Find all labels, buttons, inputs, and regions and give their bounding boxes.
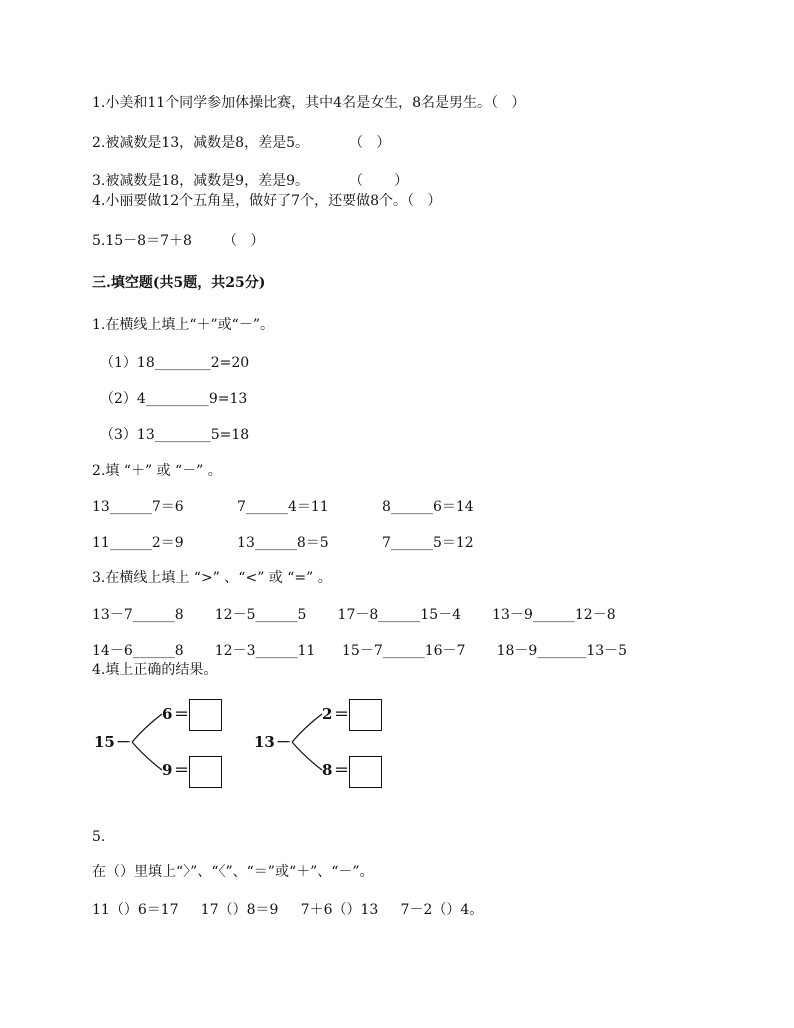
tree-1-root: 15 — [94, 733, 115, 751]
tree-2-top-answer-box[interactable] — [349, 699, 382, 731]
tree-2-dash: － — [276, 733, 292, 751]
tree-1-bottom-answer-box[interactable] — [189, 756, 222, 788]
fill-question-1-item-2: （2）4_________9=13 — [100, 391, 248, 407]
judge-question-5: 5.15－8＝7＋8 （ ） — [92, 233, 265, 249]
tree-1-bottom-value: 9 — [162, 761, 173, 779]
tree-2-root: 13 — [254, 733, 275, 751]
tree-1-top-equals: ＝ — [174, 705, 190, 723]
fill-question-1-item-3: （3）13________5=18 — [100, 427, 250, 443]
fill-question-3-row-1: 13－7______8 12－5______5 17－8______15－4 13－9______12－8 — [92, 607, 616, 623]
tree-2-bottom-value: 8 — [322, 761, 333, 779]
fill-question-1-title: 1.在横线上填上“＋”或“－”。 — [92, 317, 274, 333]
fill-question-5-instruction: 在（）里填上“〉”、“〈”、“＝”或“＋”、“－”。 — [92, 864, 374, 880]
fill-question-2-row-1: 13______7＝6 7______4＝11 8______6＝14 — [92, 499, 474, 515]
tree-1-bottom-equals: ＝ — [174, 761, 190, 779]
fill-question-3-title: 3.在横线上填上 “>” 、“<” 或 “=” 。 — [92, 570, 332, 586]
section-title-fill-in: 三.填空题(共5题，共25分) — [92, 275, 266, 291]
tree-1-dash: － — [116, 733, 132, 751]
judge-question-4: 4.小丽要做12个五角星，做好了7个，还要做8个。（ ） — [92, 193, 442, 209]
fill-question-2-row-2: 11______2＝9 13______8＝5 7______5＝12 — [92, 535, 474, 551]
tree-2-top-equals: ＝ — [334, 705, 350, 723]
tree-2-bottom-equals: ＝ — [334, 761, 350, 779]
fill-question-1-item-1: （1）18________2=20 — [100, 355, 250, 371]
judge-question-1: 1.小美和11个同学参加体操比赛，其中4名是女生，8名是男生。（ ） — [92, 95, 526, 111]
tree-1-top-answer-box[interactable] — [189, 699, 222, 731]
fill-question-5-number: 5. — [92, 829, 106, 845]
fill-question-2-title: 2.填 “＋” 或 “－” 。 — [92, 463, 222, 479]
fill-question-5-row: 11（）6＝17 17（）8＝9 7＋6（）13 7－2（）4。 — [92, 902, 484, 918]
tree-1-top-value: 6 — [162, 705, 173, 723]
judge-question-3: 3.被减数是18，减数是9，差是9。 （ ） — [92, 173, 409, 189]
tree-2-bottom-answer-box[interactable] — [349, 756, 382, 788]
tree-2-top-value: 2 — [322, 705, 333, 723]
judge-question-2: 2.被减数是13，减数是8，差是5。 （ ） — [92, 135, 391, 151]
fill-question-4-title: 4.填上正确的结果。 — [92, 662, 218, 678]
fill-question-3-row-2: 14－6______8 12－3______11 15－7______16－7 18－9_______13－5 — [92, 643, 628, 659]
